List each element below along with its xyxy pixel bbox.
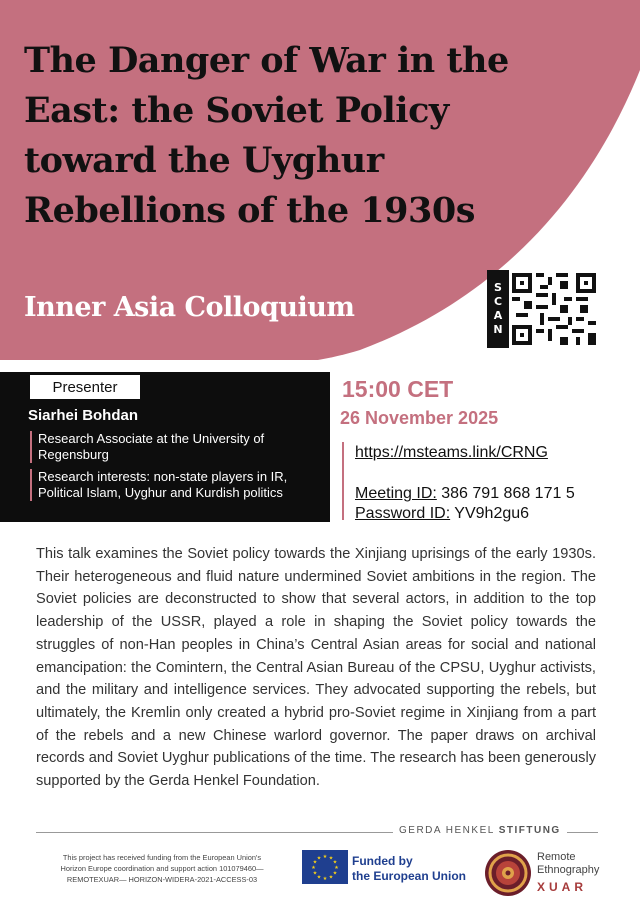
svg-text:★: ★ (332, 859, 338, 866)
gerda-stiftung: STIFTUNG (498, 825, 561, 836)
eu-funding-label (352, 854, 472, 884)
abstract-text: This talk examines the Soviet policy towards the Xinjiang uprisings of the early 1930s. Their heterogeneous and fluid nature undermined Soviet ambitions in the region. The Soviet policies are deconstructed to show that several actors, in addition to the top leadership of the USSR, played a role in shaping the Soviet policy towards the struggles of non-Han peoples in China’s Central Asian areas for social and national emancipation: the Comintern, the Central Asian Bureau of the CPSU, Uyghur activists, and the military and intelligence services. They advocated supporting the rebels, but ultimately, the Kremlin only created a hybrid pro-Soviet regime in Xinjiang from a part of the rebels and a new Chinese warlord governor. The paper draws on archival records and Soviet Uyghur publications of the time. The research has been generously supported by the Gerda Henkel Foundation. (36, 546, 596, 790)
password-id-label: Password ID: (355, 505, 451, 522)
re-line: Ethnography (537, 864, 600, 876)
presenter-name: Siarhei Bohdan (28, 407, 139, 424)
presenter-interests: Research interests: non-state players in IR, Political Islam, Uyghur and Kurdish politics (30, 469, 320, 501)
scan-letter: N (493, 323, 503, 336)
svg-text:★: ★ (328, 855, 334, 862)
eu-line: the European Union (352, 869, 466, 883)
eu-line: Funded by (352, 854, 413, 868)
title-line: Rebellions of the 1930s (24, 190, 475, 231)
password-id (355, 505, 529, 523)
re-line: Remote (537, 851, 576, 863)
event-series-title: Inner Asia Colloquium (24, 292, 355, 323)
event-date: 26 November 2025 (340, 408, 499, 428)
funding-statement (28, 852, 296, 885)
svg-text:★: ★ (322, 876, 328, 882)
scan-letter: C (493, 295, 503, 308)
title-line: East: the Soviet Policy (24, 90, 449, 131)
eu-flag-icon (302, 850, 348, 884)
scan-label (487, 270, 509, 348)
svg-text:★: ★ (322, 854, 328, 860)
password-id-value: YV9h2gu6 (450, 505, 530, 522)
xuar-label: XUAR (537, 880, 588, 894)
svg-text:★: ★ (311, 865, 316, 871)
funding-line: Horizon Europe coordination and support action 101079460— (60, 864, 264, 873)
gerda-henkel-logo (393, 825, 567, 836)
meeting-id (355, 485, 575, 503)
scan-letter: A (493, 309, 503, 322)
presenter-panel (0, 372, 330, 522)
poster-title (24, 36, 584, 236)
svg-text:★: ★ (328, 874, 334, 881)
svg-text:★: ★ (334, 865, 339, 871)
svg-text:★: ★ (332, 870, 338, 877)
remote-ethnography-label (537, 851, 599, 877)
svg-text:★: ★ (312, 870, 318, 877)
meeting-id-value: 386 791 868 171 5 (436, 485, 575, 502)
event-time: 15:00 CET (342, 376, 454, 402)
meeting-id-label: Meeting ID: (355, 485, 437, 502)
scan-letter: S (494, 281, 502, 294)
teams-link[interactable]: https://msteams.link/CRNG (355, 444, 548, 461)
title-line: toward the Uyghur (24, 140, 384, 181)
presenter-affiliation: Research Associate at the University of Regensburg (30, 431, 320, 463)
svg-text:★: ★ (316, 855, 322, 862)
gerda-name: GERDA HENKEL (399, 825, 495, 836)
title-line: The Danger of War in the (24, 40, 509, 81)
info-divider (342, 442, 344, 520)
svg-text:★: ★ (312, 859, 318, 866)
qr-block[interactable] (487, 270, 599, 348)
remote-ethnography-icon (483, 848, 533, 898)
funding-line: REMOTEXUAR— HORIZON-WIDERA-2021-ACCESS-03 (66, 875, 258, 884)
svg-text:★: ★ (316, 874, 322, 881)
funding-line: This project has received funding from the European Union's (62, 853, 262, 862)
presenter-tag: Presenter (30, 375, 140, 399)
qr-code-icon[interactable] (509, 270, 599, 348)
